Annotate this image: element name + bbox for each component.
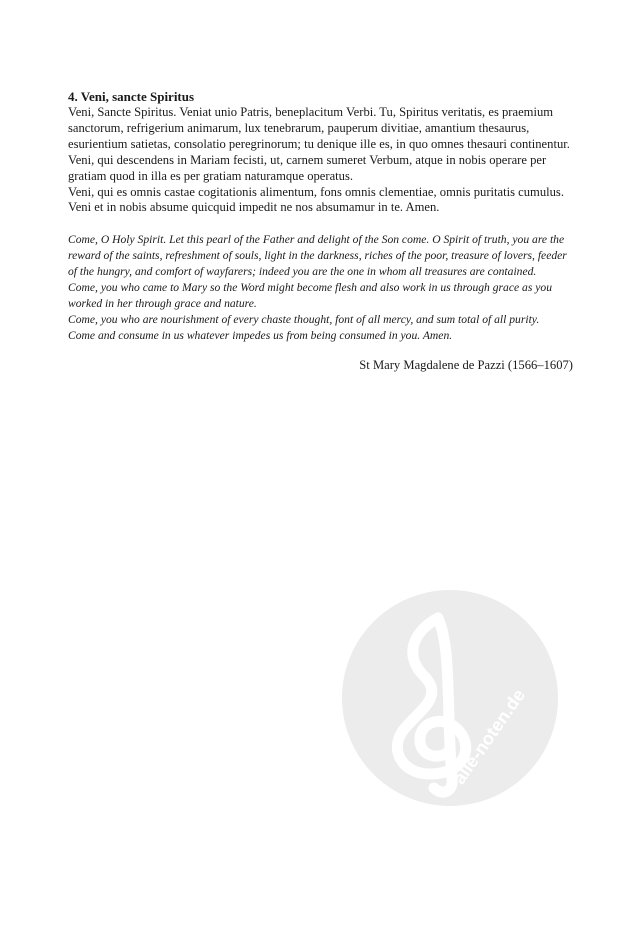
english-paragraph: Come and consume in us whatever impedes us from being consumed in you. Amen. (68, 328, 453, 342)
watermark-text: alle-noten.de (449, 685, 530, 788)
watermark (342, 590, 558, 806)
english-translation (68, 232, 573, 343)
latin-text (68, 105, 573, 216)
english-paragraph: Come, you who are nourishment of every chaste thought, font of all mercy, and sum total of all purity. (68, 312, 540, 326)
section-heading: 4. Veni, sancte Spiritus (68, 89, 195, 104)
english-paragraph: Come, O Holy Spirit. Let this pearl of the Father and delight of the Son come. O Spirit of truth, you are the reward of the saints, refreshment of souls, light in the darkness, riches of the poor, treasure of lovers, feeder of the hungry, and comfort of wayfarers; indeed you are the one in whom all treasures are contained. (68, 233, 567, 279)
latin-paragraph: Veni, Sancte Spiritus. Veniat unio Patris, beneplacitum Verbi. Tu, Spiritus veritatis, es praemium sanctorum, refrigerium animarum, lux tenebrarum, pauperum divitiae, amantium thesaurus, esurientium satietas, consolatio peregrinorum; tu denique ille es, in quo omnes thesauri continentur. (68, 105, 570, 151)
latin-paragraph: Veni, qui descendens in Mariam fecisti, ut, carnem sumeret Verbum, atque in nobis operare per gratiam quod in illa es per gratiam naturamque operatus. (68, 152, 547, 183)
latin-paragraph: Veni, qui es omnis castae cogitationis alimentum, fons omnis clementiae, omnis puritatis cumulus. (68, 184, 564, 199)
english-paragraph: Come, you who came to Mary so the Word might become flesh and also work in us through grace as you worked in her through grace and nature. (68, 281, 552, 310)
document-page (68, 89, 573, 373)
latin-paragraph: Veni et in nobis absume quicquid impedit ne nos absumamur in te. Amen. (68, 200, 440, 215)
attribution: St Mary Magdalene de Pazzi (1566–1607) (359, 357, 573, 372)
